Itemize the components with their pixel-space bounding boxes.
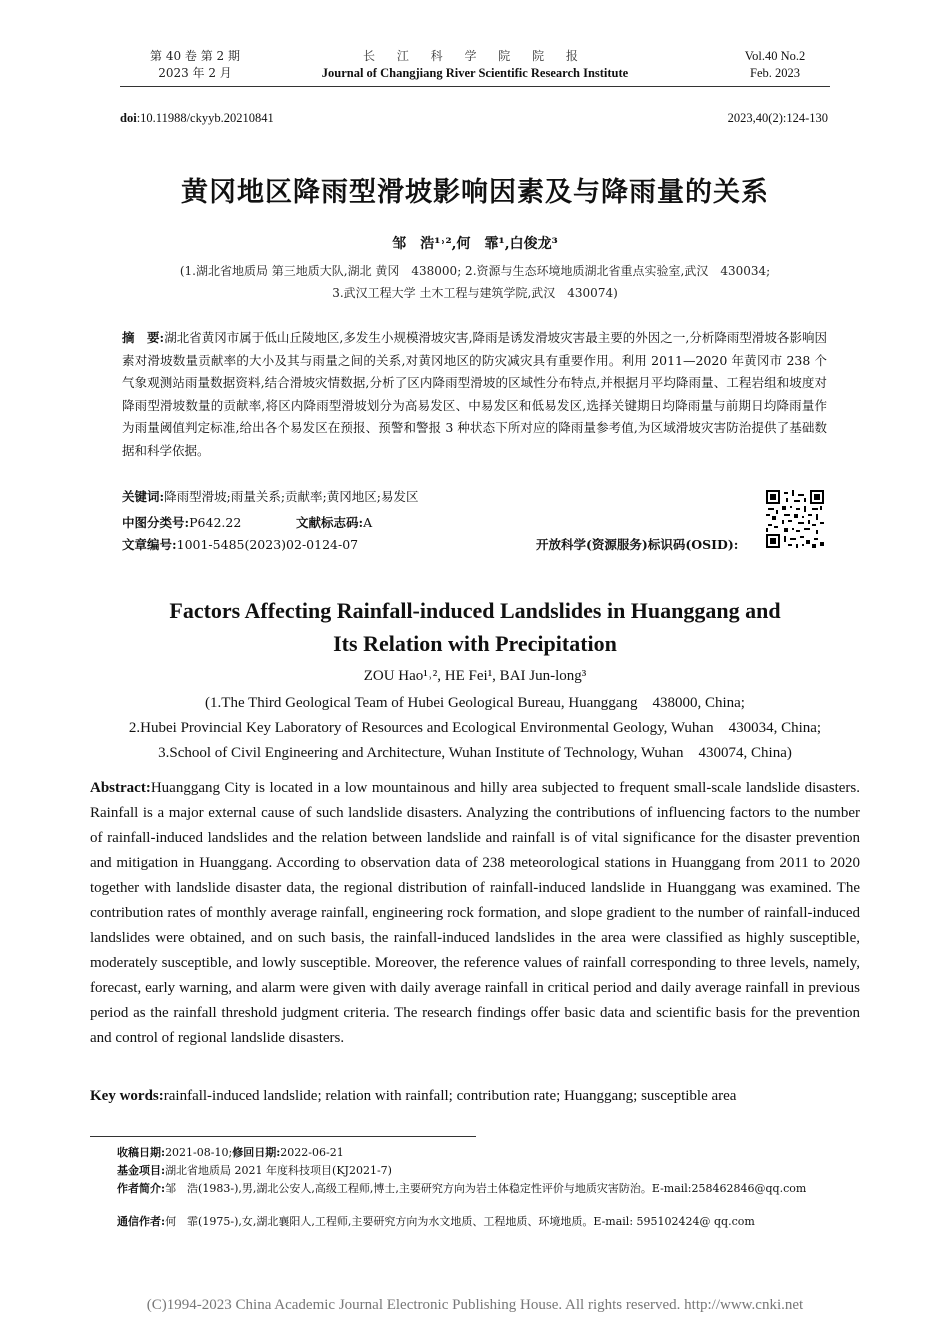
received-date: 2021-08-10; bbox=[165, 1146, 233, 1159]
keywords-en-label: Key words: bbox=[90, 1088, 164, 1104]
abstract-en-label: Abstract: bbox=[90, 780, 151, 796]
copyright-watermark: (C)1994-2023 China Academic Journal Electronic Publishing House. All rights reserved. http://www.cnki.net bbox=[146, 1297, 804, 1313]
header-date-cn: 2023 年 2 月 bbox=[158, 66, 232, 80]
journal-name-en: Journal of Changjiang River Scientific Research Institute bbox=[321, 66, 629, 80]
header-volume-en: Vol.40 No.2 bbox=[744, 49, 806, 63]
abstract-cn-text: 湖北省黄冈市属于低山丘陵地区,多发生小规模滑坡灾害,降雨是诱发滑坡灾害最主要的外因之一,分析降雨型滑坡各影响因素对滑坡数量贡献率的大小及其与雨量之间的关系,对黄冈地区的防灾减灾具有重要作用。利用 2011—2020 年黄冈市 238 个气象观测站雨量数据资料,结合滑坡灾情数据,分析了区内降雨型滑坡的区域性分布特点,并根据月平均降雨量、工程岩组和坡度对降雨型滑坡数量的贡献率,将区内降雨型滑坡划分为高易发区、中易发区和低易发区,选择关键期日均降雨量与前期日均降雨量作为雨量阈值判定标准,给出各个易发区在预报、预警和警报 3 种状态下所对应的降雨量参考值,为区域滑坡灾害防治提供了基础数据和科学依据。 bbox=[122, 330, 827, 458]
revised-date: 2022-06-21 bbox=[280, 1146, 344, 1159]
affiliation-cn-line: (1.湖北省地质局 第三地质大队,湖北 黄冈 438000; 2.资源与生态环境地质湖北省重点实验室,武汉 430034; bbox=[179, 264, 771, 278]
bio-text: 邹 浩(1983-),男,湖北公安人,高级工程师,博士,主要研究方向为岩土体稳定性评价与地质灾害防治。E-mail:258462846@qq.com bbox=[165, 1182, 807, 1195]
header-divider bbox=[120, 86, 830, 87]
footnote-received bbox=[117, 1145, 862, 1161]
doc-code-text: A bbox=[363, 515, 373, 530]
title-en-line: Factors Affecting Rainfall-induced Landslides in Huanggang and bbox=[169, 598, 781, 623]
affiliations-en bbox=[60, 691, 890, 766]
article-number bbox=[122, 535, 358, 553]
keywords-cn-label: 关键词: bbox=[122, 489, 165, 504]
header-volume-cn: 第 40 卷 第 2 期 bbox=[150, 49, 240, 63]
footnote-author-bio bbox=[117, 1181, 862, 1197]
affiliation-cn-line: 3.武汉工程大学 土木工程与建筑学院,武汉 430074) bbox=[332, 286, 618, 300]
osid-qr-code-icon[interactable] bbox=[766, 490, 824, 548]
affiliation-en-line: 3.School of Civil Engineering and Architecture, Wuhan Institute of Technology, Wuhan 430074, China) bbox=[158, 745, 792, 761]
affiliation-en-line: 2.Hubei Provincial Key Laboratory of Resources and Ecological Environmental Geology, Wuhan 430034, China; bbox=[128, 720, 822, 736]
bio-label: 作者简介: bbox=[117, 1182, 166, 1195]
authors-cn: 邹 浩¹˒²,何 霏¹,白俊龙³ bbox=[392, 236, 558, 252]
header-journal bbox=[280, 48, 670, 82]
clc-number bbox=[122, 513, 241, 531]
abstract-en bbox=[90, 776, 860, 1051]
abstract-cn bbox=[122, 327, 827, 462]
page-title-cn: 黄冈地区降雨型滑坡影响因素及与降雨量的关系 bbox=[181, 177, 769, 208]
corresponding-text: 何 霏(1975-),女,湖北襄阳人,工程师,主要研究方向为水文地质、工程地质、环境地质。E-mail: 595102424@ qq.com bbox=[165, 1215, 755, 1228]
doi-label: doi bbox=[120, 111, 137, 125]
doc-code-label: 文献标志码: bbox=[296, 515, 364, 530]
title-en-line: Its Relation with Precipitation bbox=[333, 631, 617, 656]
affiliation-en-line: (1.The Third Geological Team of Hubei Geological Bureau, Huanggang 438000, China; bbox=[205, 695, 745, 711]
header-issue-cn bbox=[120, 48, 270, 82]
clc-label: 中图分类号: bbox=[122, 515, 190, 530]
page-title-en bbox=[0, 594, 950, 660]
abstract-cn-label: 摘 要: bbox=[122, 330, 165, 345]
fund-label: 基金项目: bbox=[117, 1164, 166, 1177]
citation: 2023,40(2):124-130 bbox=[727, 111, 828, 125]
keywords-cn bbox=[122, 487, 418, 505]
document-code bbox=[296, 513, 372, 531]
affiliations-cn bbox=[110, 260, 840, 304]
article-no-text: 1001-5485(2023)02-0124-07 bbox=[176, 537, 359, 552]
revised-label: 修回日期: bbox=[232, 1146, 281, 1159]
header-issue-en bbox=[720, 48, 830, 82]
fund-text: 湖北省地质局 2021 年度科技项目(KJ2021-7) bbox=[165, 1164, 392, 1177]
received-label: 收稿日期: bbox=[117, 1146, 166, 1159]
header-date-en: Feb. 2023 bbox=[750, 66, 800, 80]
footnote-corresponding-author bbox=[117, 1214, 862, 1230]
abstract-en-text: Huanggang City is located in a low mountainous and hilly area subjected to frequent small-scale landslide disasters. Rainfall is a major external cause of such landslide disasters. Analyzing the contributions of influencing factors to the number of rainfall-induced landslides and the relation between landslide and rainfall is of vital significance for the disaster prevention and mitigation in Huanggang. According to observation data of 238 meteorological stations in Huanggang from 2011 to 2020 together with landslide disaster data, the regional distribution of rainfall-induced landslide in Huanggang was examined. The contribution rates of monthly average rainfall, engineering rock formation, and slope gradient to the number of rainfall-induced landslides were obtained, and on such basis, the rainfall-induced landslides in the area were classified as highly susceptible, moderately susceptible, and lowly susceptible. Moreover, the reference values of rainfall corresponding to three levels, namely, forecast, early warning, and alarm were given with daily average rainfall in critical period and daily average rainfall in previous period as the rainfall threshold judgment criteria. The research findings offer basic data and scientific basis for the prevention and control of regional landslide disasters. bbox=[90, 780, 860, 1046]
article-no-label: 文章编号: bbox=[122, 537, 177, 552]
journal-name-cn: 长 江 科 学 院 院 报 bbox=[363, 49, 587, 63]
doi-value: :10.11988/ckyyb.20210841 bbox=[136, 111, 274, 125]
keywords-cn-text: 降雨型滑坡;雨量关系;贡献率;黄冈地区;易发区 bbox=[164, 489, 419, 504]
keywords-en bbox=[90, 1088, 860, 1105]
footnote-fund bbox=[117, 1163, 862, 1179]
doi[interactable] bbox=[120, 111, 274, 126]
corresponding-label: 通信作者: bbox=[117, 1215, 166, 1228]
footnote-divider bbox=[90, 1136, 476, 1137]
clc-text: P642.22 bbox=[189, 515, 242, 530]
osid-label: 开放科学(资源服务)标识码(OSID): bbox=[536, 537, 739, 552]
authors-en: ZOU Hao¹˒², HE Fei¹, BAI Jun-long³ bbox=[363, 668, 587, 684]
keywords-en-text: rainfall-induced landslide; relation with rainfall; contribution rate; Huanggang; susceptible area bbox=[163, 1088, 737, 1104]
